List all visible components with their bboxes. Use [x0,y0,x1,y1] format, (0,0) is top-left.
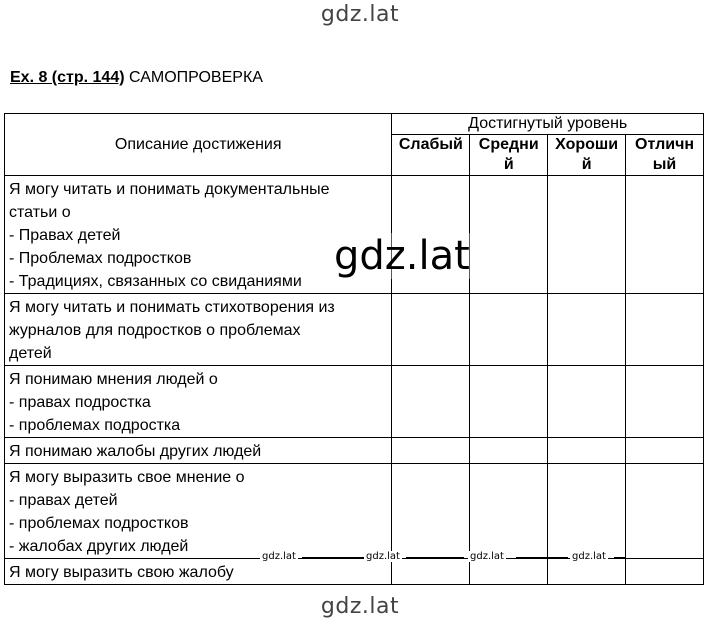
row-description [5,294,392,366]
level-cell[interactable] [626,176,704,294]
level-cell[interactable] [626,464,704,559]
level-cell[interactable] [470,366,548,438]
level-cell[interactable] [392,464,470,559]
watermark-top: gdz.lat [320,2,400,27]
watermark-small: gdz.lat [366,551,400,562]
level-cell[interactable] [470,176,548,294]
table-row [5,559,704,585]
level-cell[interactable] [548,176,626,294]
header-description: Описание достижения [5,114,392,176]
row-line: - проблемах подростка [9,417,181,434]
row-line: - Проблемах подростков [9,250,192,267]
row-line: Я могу читать и понимать документальные [9,181,330,198]
row-line: Я понимаю мнения людей о [9,371,218,388]
level-cell[interactable] [626,366,704,438]
header-level-average: Средний [470,135,548,176]
row-line: - проблемах подростков [9,515,189,532]
row-line: Я могу выразить свое мнение о [9,469,245,486]
level-cell[interactable] [548,294,626,366]
row-description [5,559,392,585]
watermark-rule [406,557,464,558]
level-cell[interactable] [470,559,548,585]
row-line: - правах подростка [9,394,151,411]
level-cell[interactable] [548,559,626,585]
table-row [5,294,704,366]
row-line: - правах детей [9,492,118,509]
header-level-excellent: Отличный [626,135,704,176]
watermark-rule [302,557,364,558]
level-cell[interactable] [548,366,626,438]
row-description [5,438,392,464]
row-line: Я могу читать и понимать стихотворения из [9,299,335,316]
row-line: статьи о [9,204,71,221]
row-line: журналов для подростков о проблемах [9,322,301,339]
header-level-good: Хороший [548,135,626,176]
table-row [5,438,704,464]
level-cell[interactable] [626,438,704,464]
table-row [5,464,704,559]
table-row [5,366,704,438]
watermark-small: gdz.lat [572,551,606,562]
header-achieved-level: Достигнутый уровень [392,114,704,135]
level-cell[interactable] [392,294,470,366]
exercise-number: Ex. 8 (стр. 144) [10,69,125,86]
level-cell[interactable] [470,438,548,464]
level-cell[interactable] [548,438,626,464]
row-line: - Правах детей [9,227,121,244]
row-line: - жалобах других людей [9,538,189,555]
level-cell[interactable] [470,294,548,366]
exercise-heading [10,69,263,87]
header-level-weak: Слабый [392,135,470,176]
level-cell[interactable] [626,294,704,366]
level-cell[interactable] [392,559,470,585]
row-line: Я могу выразить свою жалобу [9,564,234,581]
watermark-small: gdz.lat [470,551,504,562]
self-check-table [4,113,704,585]
watermark-rule [614,557,626,558]
row-line: детей [9,345,52,362]
exercise-title: САМОПРОВЕРКА [129,69,263,86]
level-cell[interactable] [392,438,470,464]
row-line: - Традициях, связанных со свиданиями [9,273,302,290]
level-cell[interactable] [626,559,704,585]
row-description [5,464,392,559]
level-cell[interactable] [392,366,470,438]
watermark-bottom: gdz.lat [320,594,400,619]
row-description [5,366,392,438]
watermark-rule [516,557,568,558]
watermark-center: gdz.lat [330,233,474,279]
level-cell[interactable] [548,464,626,559]
level-cell[interactable] [470,464,548,559]
row-line: Я понимаю жалобы других людей [9,443,262,460]
watermark-small: gdz.lat [262,551,296,562]
